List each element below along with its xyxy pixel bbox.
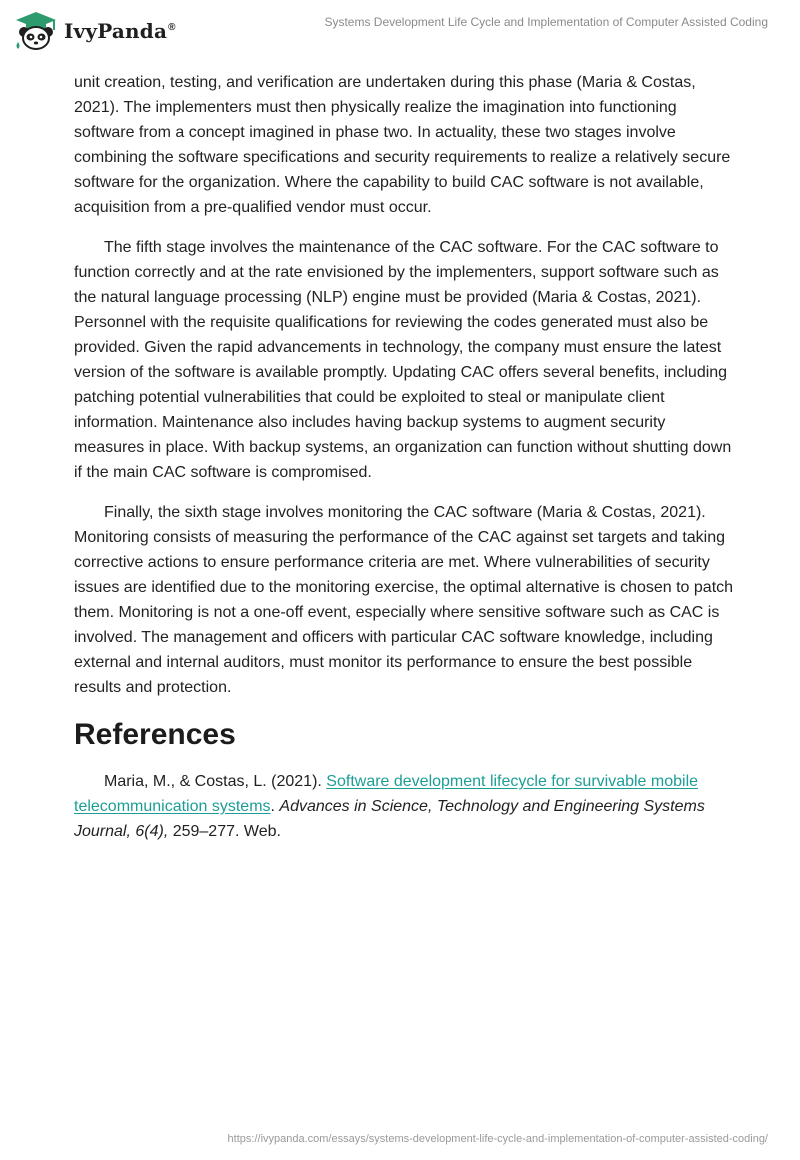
brand-logo[interactable] — [14, 8, 176, 52]
panda-graduate-icon — [14, 10, 58, 50]
body-paragraph: Finally, the sixth stage involves monitoring the CAC software (Maria & Costas, 2021). Monitoring consists of measuring the performance of the CAC against set targets and taking corrective actions to ensure performance criteria are met. Where vulnerabilities of security issues are identified due to the monitoring exercise, the optimal alternative is chosen to patch them. Monitoring is not a one-off event, especially where sensitive software such as CAC is involved. The management and officers with particular CAC software knowledge, including external and internal auditors, must monitor its performance to ensure the best possible results and protection. — [74, 504, 734, 696]
references-heading: References — [74, 718, 236, 751]
reference-authors: Maria, M., & Costas, L. (2021). — [104, 773, 327, 790]
body-paragraph: The fifth stage involves the maintenance of the CAC software. For the CAC software to function correctly and at the rate envisioned by the implementers, support software such as the natural language processing (NLP) engine must be provided (Maria & Costas, 2021). Personnel with the requisite qualifications for reviewing the codes generated must also be provided. Given the rapid advancements in technology, the company must ensure the latest version of the software is available promptly. Updating CAC offers several benefits, including patching potential vulnerabilities that could be exploited to steal or manipulate client information. Maintenance also includes having backup systems to augment security measures in place. With backup systems, an organization can function without shutting down if the main CAC software is compromised. — [74, 239, 732, 481]
reference-pages: 259–277. Web. — [168, 823, 281, 840]
reference-journal: Advances in Science, Technology and Engineering Systems Journal, 6(4), — [74, 798, 705, 840]
essay-content — [74, 70, 734, 859]
reference-entry — [74, 769, 734, 844]
reference-title-link[interactable]: Software development lifecycle for survivable mobile telecommunication systems — [74, 773, 699, 815]
document-title: Systems Development Life Cycle and Implementation of Computer Assisted Coding — [324, 15, 768, 29]
body-paragraph: unit creation, testing, and verification are undertaken during this phase (Maria & Costas, 2021). The implementers must then physically realize the imagination into functioning software from a concept imagined in phase two. In actuality, these two stages involve combining the software specifications and security requirements to realize a relatively secure software for the organization. Where the capability to build CAC software is not available, acquisition from a pre-qualified vendor must occur. — [74, 74, 731, 216]
registered-mark: ® — [168, 22, 176, 34]
brand-name: IvyPanda® — [64, 19, 176, 43]
reference-punctuation: . — [270, 798, 280, 815]
footer-url: https://ivypanda.com/essays/systems-development-life-cycle-and-implementation-of-computer-assisted-coding/ — [227, 1133, 768, 1145]
